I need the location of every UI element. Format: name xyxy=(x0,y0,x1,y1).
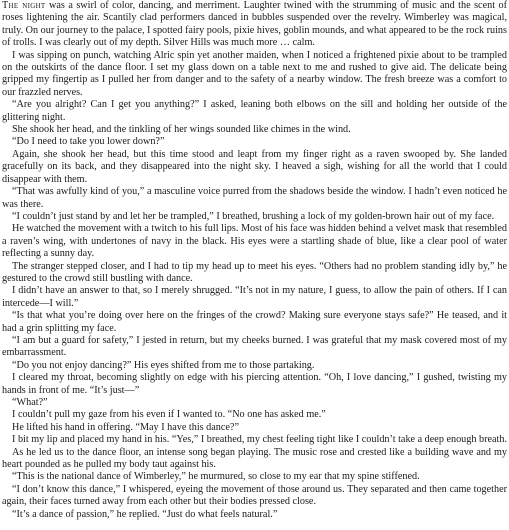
paragraph-4: She shook her head, and the tinkling of her wings sounded like chimes in the wind. xyxy=(12,124,351,136)
paragraph-12: “Is that what you’re doing over here on the fringes of the crowd? Making sure everyone stays safe?” He teased, and it had a grin splitting my face. xyxy=(2,310,507,334)
paragraph-text: was a swirl of color, dancing, and merriment. Laughter twined with the strumming of music and the scent of roses lightening the air. Scantily clad performers danced in bubbles suspended over the revelry. Wimberley was magical, truly. On our journey to the palace, I spotted fairy pools, pixie hives, goblin mounds, and what appeared to be the rock ruins of trolls. I was clearly out of my depth. Silver Hills was much more … calm. xyxy=(2,0,507,49)
paragraph-1 xyxy=(2,0,507,50)
paragraph-11: I didn’t have an answer to that, so I merely shrugged. “It’s not in my nature, I guess, to allow the pain of others. If I can intercede—I will.” xyxy=(2,285,507,309)
paragraph-22: “I don’t know this dance,” I whispered, eyeing the movement of those around us. They separated and then came together again, their faces turned away from each other but their bodies pressed close. xyxy=(2,483,507,508)
paragraph-19: I bit my lip and placed my hand in his. “Yes,” I breathed, my chest feeling tight like I couldn’t take a deep enough breath. xyxy=(12,434,507,446)
paragraph-13: “I am but a guard for safety,” I jested in return, but my cheeks burned. I was grateful that my mask covered most of my embarrassment. xyxy=(2,334,507,359)
paragraph-3: “Are you alright? Can I get you anything?” I asked, leaning both elbows on the sill and holding her outside of the glittering night. xyxy=(2,99,507,123)
paragraph-2: I was sipping on punch, watching Alric spin yet another maiden, when I noticed a frightened pixie about to be trampled on the outskirts of the dance floor. I set my glass down on a table next to me and rushed to give aid. The delicate being gripped my fingertip as I pulled her from danger and to the safety of a nearby window. The fresh breeze was a comfort to our frazzled nerves. xyxy=(2,49,507,98)
paragraph-15: I cleared my throat, becoming slightly on edge with his piercing attention. “Oh, I love dancing,” I gushed, twisting my hands in front of me. “It’s just—” xyxy=(2,372,507,396)
paragraph-20: As he led us to the dance floor, an intense song began playing. The music rose and crested like a building wave and my heart pounded as he pulled my body taut against his. xyxy=(2,446,507,471)
paragraph-8: “I couldn’t just stand by and let her be trampled,” I breathed, brushing a lock of my golden-brown hair out of my face. xyxy=(12,210,495,222)
paragraph-14: “Do you not enjoy dancing?” His eyes shifted from me to those partaking. xyxy=(12,359,315,371)
paragraph-10: The stranger stepped closer, and I had to tip my head up to meet his eyes. “Others had no problem standing idly by,” he gestured to the crowd still bustling with dance. xyxy=(2,260,507,284)
paragraph-16: “What?” xyxy=(12,397,48,408)
paragraph-9: He watched the movement with a twitch to his full lips. Most of his face was hidden behind a velvet mask that resembled a raven’s wing, with undertones of navy in the black. His eyes were a startling shade of blue, like a clear pool of water reflecting a sunny day. xyxy=(2,223,507,260)
paragraph-17: I couldn’t pull my gaze from his even if I wanted to. “No one has asked me.” xyxy=(12,409,326,421)
paragraph-7: “That was awfully kind of you,” a masculine voice purred from the shadows beside the window. I hadn’t even noticed he was there. xyxy=(2,186,507,210)
paragraph-18: He lifted his hand in offering. “May I have this dance?” xyxy=(12,421,239,433)
paragraph-5: “Do I need to take you lower down?” xyxy=(12,136,165,148)
paragraph-23: “It’s a dance of passion,” he replied. “Just do what feels natural.” xyxy=(12,508,278,520)
opening-small-caps: The night xyxy=(2,0,46,11)
paragraph-6: Again, she shook her head, but this time stood and leapt from my finger right as a raven swooped by. She landed gracefully on its back, and they disappeared into the night sky. I heaved a sigh, wishing for all the world that I could disappear with them. xyxy=(2,148,507,185)
paragraph-21: “This is the national dance of Wimberley,” he murmured, so close to my ear that my spine stiffened. xyxy=(12,471,420,483)
